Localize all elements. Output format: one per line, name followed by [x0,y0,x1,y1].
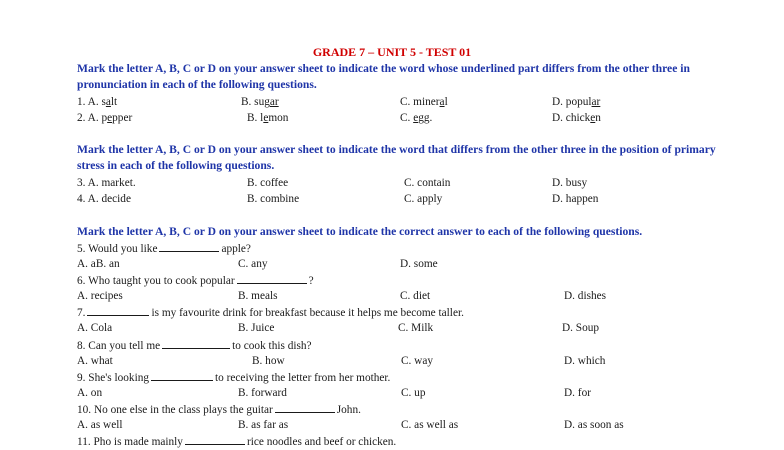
section-1-instruction: Mark the letter A, B, C or D on your answer sheet to indicate the word whose underlined part differs from the other three in pronunciation in each of the following questions. [77,62,690,91]
question-10-stem: 10. No one else in the class plays the guitar John. [77,401,361,418]
q10-option-d: D. as soon as [564,419,624,431]
question-10-options [77,417,727,433]
q6-option-c: C. diet [400,290,431,302]
question-6-stem: 6. Who taught you to cook popular ? [77,272,314,289]
question-11-stem: 11. Pho is made mainly rice noodles and beef or chicken. [77,433,396,450]
q3-option-c: C. contain [404,177,451,189]
q7-option-b: B. Juice [238,322,275,334]
question-8-options [77,353,727,369]
q10-option-b: B. as far as [238,419,289,431]
q2-option-b: B. lemon [247,112,289,124]
q4-option-b: B. combine [247,193,300,205]
question-3 [77,175,727,191]
question-7-options [77,320,727,336]
q7-option-a: A. Cola [77,322,113,334]
q8-option-b: B. how [252,355,285,367]
q10-option-c: C. as well as [401,419,459,431]
q8-option-d: D. which [564,355,606,367]
q2-option-d: D. chicken [552,112,601,124]
q2-option-a: 2. A. pepper [77,112,133,124]
q4-option-d: D. happen [552,193,599,205]
q9-option-c: C. up [401,387,426,399]
q4-option-c: C. apply [404,193,443,205]
answer-blank [185,433,245,445]
q3-option-d: D. busy [552,177,588,189]
q8-option-c: C. way [401,355,434,367]
q10-option-a: A. as well [77,419,123,431]
question-5-stem: 5. Would you like apple? [77,240,251,257]
q5-option-d: D. some [400,258,438,270]
q5-option-a: A. aB. an [77,258,120,270]
answer-blank [237,272,307,284]
q6-option-b: B. meals [238,290,278,302]
q1-option-b: B. sugar [241,96,279,108]
q3-option-a: 3. A. market. [77,177,136,189]
question-2 [77,110,727,126]
answer-blank [151,369,213,381]
answer-blank [159,240,219,252]
section-2-instruction: Mark the letter A, B, C or D on your answer sheet to indicate the word that differs from the other three in the position of primary stress in each of the following questions. [77,143,716,172]
question-9-stem: 9. She's looking to receiving the letter from her mother. [77,369,390,386]
q8-option-a: A. what [77,355,113,367]
section-3-instruction: Mark the letter A, B, C or D on your answer sheet to indicate the correct answer to each of the following questions. [77,225,643,238]
question-4 [77,191,727,207]
q9-option-d: D. for [564,387,591,399]
answer-blank [87,304,149,316]
question-5-options [77,256,727,272]
q6-option-d: D. dishes [564,290,607,302]
q7-option-c: C. Milk [398,322,434,334]
q4-option-a: 4. A. decide [77,193,131,205]
q1-option-d: D. popular [552,96,601,108]
question-9-options [77,385,727,401]
question-6-options [77,288,727,304]
q9-option-a: A. on [77,387,103,399]
answer-blank [162,337,230,349]
q7-option-d: D. Soup [562,322,600,334]
answer-blank [275,401,335,413]
page-title: GRADE 7 – UNIT 5 - TEST 01 [312,45,472,59]
q6-option-a: A. recipes [77,290,123,302]
q3-option-b: B. coffee [247,177,289,189]
q1-option-c: C. mineral [400,96,448,108]
q1-option-a: 1. A. salt [77,96,118,108]
q5-option-c: C. any [238,258,268,270]
q2-option-c: C. egg. [400,112,433,124]
question-7-stem: 7. is my favourite drink for breakfast because it helps me become taller. [77,304,464,321]
question-1 [77,94,727,110]
question-8-stem: 8. Can you tell me to cook this dish? [77,337,312,354]
q9-option-b: B. forward [238,387,287,399]
